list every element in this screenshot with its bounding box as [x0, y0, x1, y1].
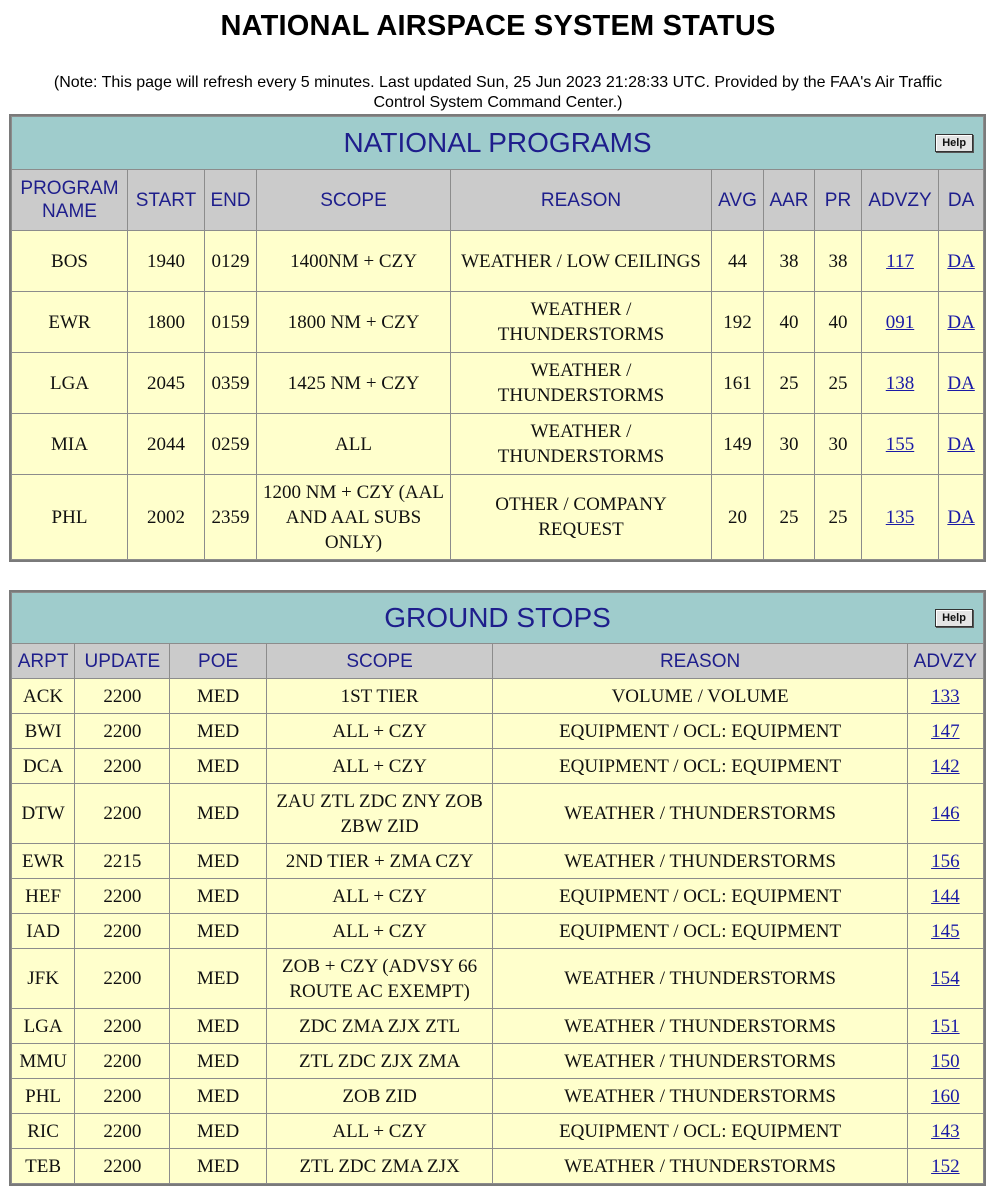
table-row [12, 414, 983, 474]
start-time: 1800 [128, 292, 204, 352]
advzy-link[interactable]: 133 [931, 685, 960, 707]
avg: 20 [712, 475, 763, 559]
start-time: 2002 [128, 475, 204, 559]
pr: 25 [815, 353, 861, 413]
scope: ALL + CZY [267, 1114, 493, 1148]
avg: 44 [712, 231, 763, 291]
column-header-end: END [205, 170, 256, 230]
reason: WEATHER / THUNDERSTORMS [451, 414, 711, 474]
advzy-link[interactable]: 147 [931, 720, 960, 742]
reason: EQUIPMENT / OCL: EQUIPMENT [493, 749, 906, 783]
program-name: MIA [12, 414, 127, 474]
da-link[interactable]: DA [947, 250, 975, 272]
advzy-link[interactable]: 150 [931, 1050, 960, 1072]
update-time: 2200 [75, 784, 169, 843]
column-header-advzy: ADVZY [908, 644, 983, 678]
da-cell [939, 353, 983, 413]
poe: MED [170, 749, 265, 783]
airport: PHL [12, 1079, 74, 1113]
poe: MED [170, 914, 265, 948]
table-row [12, 231, 983, 291]
advzy-link[interactable]: 138 [885, 372, 915, 394]
scope: ALL + CZY [267, 714, 493, 748]
da-link[interactable]: DA [947, 372, 975, 394]
advzy-link[interactable]: 145 [931, 920, 960, 942]
poe: MED [170, 784, 265, 843]
reason: EQUIPMENT / OCL: EQUIPMENT [493, 914, 906, 948]
column-header-da: DA [939, 170, 983, 230]
aar: 38 [764, 231, 814, 291]
advzy-link[interactable]: 143 [931, 1120, 960, 1142]
update-time: 2200 [75, 1149, 169, 1183]
scope: ZTL ZDC ZMA ZJX [267, 1149, 493, 1183]
scope: ALL [257, 414, 450, 474]
end-time: 0159 [205, 292, 256, 352]
program-name: BOS [12, 231, 127, 291]
column-header-aar: AAR [764, 170, 814, 230]
reason: WEATHER / LOW CEILINGS [451, 231, 711, 291]
pr: 40 [815, 292, 861, 352]
column-header-reason: REASON [451, 170, 711, 230]
program-name: PHL [12, 475, 127, 559]
reason: VOLUME / VOLUME [493, 679, 906, 713]
airport: BWI [12, 714, 74, 748]
update-time: 2200 [75, 1044, 169, 1078]
poe: MED [170, 714, 265, 748]
ground-stops-title: GROUND STOPS [384, 602, 611, 633]
update-time: 2200 [75, 714, 169, 748]
da-link[interactable]: DA [947, 506, 975, 528]
da-link[interactable]: DA [947, 311, 975, 333]
national-programs-title: NATIONAL PROGRAMS [343, 127, 652, 158]
table-row [12, 949, 983, 1008]
advzy-cell [908, 1044, 983, 1078]
table-row [12, 749, 983, 783]
column-header-scope: SCOPE [257, 170, 450, 230]
table-row [12, 844, 983, 878]
aar: 40 [764, 292, 814, 352]
scope: ALL + CZY [267, 914, 493, 948]
refresh-note-line1: (Note: This page will refresh every 5 minutes. Last updated Sun, 25 Jun 2023 21:28:33 UTC. Provided by the FAA's Air Traffic [53, 74, 943, 91]
program-name: LGA [12, 353, 127, 413]
reason: OTHER / COMPANY REQUEST [451, 475, 711, 559]
scope: ZTL ZDC ZJX ZMA [267, 1044, 493, 1078]
avg: 161 [712, 353, 763, 413]
advzy-cell [908, 1149, 983, 1183]
scope: 1425 NM + CZY [257, 353, 450, 413]
column-header-poe: POE [170, 644, 265, 678]
start-time: 1940 [128, 231, 204, 291]
advzy-cell [908, 1114, 983, 1148]
poe: MED [170, 949, 265, 1008]
avg: 192 [712, 292, 763, 352]
scope: 2ND TIER + ZMA CZY [267, 844, 493, 878]
advzy-cell [862, 353, 938, 413]
advzy-link[interactable]: 135 [885, 506, 915, 528]
scope: ZOB ZID [267, 1079, 493, 1113]
airport: TEB [12, 1149, 74, 1183]
poe: MED [170, 1079, 265, 1113]
advzy-link[interactable]: 155 [885, 433, 915, 455]
advzy-link[interactable]: 144 [931, 885, 960, 907]
da-link[interactable]: DA [947, 433, 975, 455]
reason: WEATHER / THUNDERSTORMS [451, 292, 711, 352]
column-header-scope: SCOPE [267, 644, 493, 678]
reason: WEATHER / THUNDERSTORMS [493, 784, 906, 843]
advzy-link[interactable]: 146 [931, 803, 960, 824]
advzy-cell [908, 784, 983, 843]
column-header-avg: AVG [712, 170, 763, 230]
airport: IAD [12, 914, 74, 948]
column-header-arpt: ARPT [12, 644, 74, 678]
ground-stops-header-row [12, 644, 983, 678]
da-cell [939, 475, 983, 559]
table-row [12, 879, 983, 913]
poe: MED [170, 679, 265, 713]
aar: 25 [764, 353, 814, 413]
advzy-link[interactable]: 152 [931, 1155, 960, 1177]
scope: ALL + CZY [267, 879, 493, 913]
reason: WEATHER / THUNDERSTORMS [493, 844, 906, 878]
reason: WEATHER / THUNDERSTORMS [451, 353, 711, 413]
scope: ZAU ZTL ZDC ZNY ZOB ZBW ZID [267, 784, 493, 843]
advzy-link[interactable]: 142 [931, 755, 960, 777]
advzy-cell [908, 749, 983, 783]
update-time: 2200 [75, 914, 169, 948]
table-row [12, 1114, 983, 1148]
table-row [12, 1009, 983, 1043]
update-time: 2200 [75, 1079, 169, 1113]
advzy-link[interactable]: 117 [886, 250, 914, 272]
table-row [12, 784, 983, 843]
airport: EWR [12, 844, 74, 878]
update-time: 2200 [75, 749, 169, 783]
airport: DCA [12, 749, 74, 783]
table-row [12, 1044, 983, 1078]
ground-stops-table [9, 590, 986, 1186]
advzy-cell [908, 714, 983, 748]
scope: 1200 NM + CZY (AAL AND AAL SUBS ONLY) [257, 475, 450, 559]
end-time: 0359 [205, 353, 256, 413]
pr: 30 [815, 414, 861, 474]
reason: WEATHER / THUNDERSTORMS [493, 1149, 906, 1183]
scope: 1800 NM + CZY [257, 292, 450, 352]
advzy-cell [908, 879, 983, 913]
advzy-cell [908, 914, 983, 948]
table-row [12, 353, 983, 413]
reason: EQUIPMENT / OCL: EQUIPMENT [493, 879, 906, 913]
update-time: 2200 [75, 679, 169, 713]
poe: MED [170, 1149, 265, 1183]
advzy-cell [908, 1079, 983, 1113]
column-header-reason: REASON [493, 644, 906, 678]
ground-stops-help-button[interactable]: Help [935, 609, 973, 627]
table-row [12, 292, 983, 352]
scope: ZDC ZMA ZJX ZTL [267, 1009, 493, 1043]
start-time: 2045 [128, 353, 204, 413]
column-header-program-name: PROGRAM NAME [12, 170, 127, 230]
ground-stops-banner [12, 593, 983, 643]
table-row [12, 1149, 983, 1183]
update-time: 2215 [75, 844, 169, 878]
advzy-cell [908, 679, 983, 713]
reason: WEATHER / THUNDERSTORMS [493, 1079, 906, 1113]
aar: 25 [764, 475, 814, 559]
airport: RIC [12, 1114, 74, 1148]
airport: ACK [12, 679, 74, 713]
table-row [12, 1079, 983, 1113]
national-programs-header-row [12, 170, 983, 230]
poe: MED [170, 879, 265, 913]
update-time: 2200 [75, 879, 169, 913]
column-header-advzy: ADVZY [862, 170, 938, 230]
page-title: NATIONAL AIRSPACE SYSTEM STATUS [220, 10, 776, 42]
reason: WEATHER / THUNDERSTORMS [493, 1009, 906, 1043]
poe: MED [170, 844, 265, 878]
program-name: EWR [12, 292, 127, 352]
poe: MED [170, 1044, 265, 1078]
table-row [12, 914, 983, 948]
poe: MED [170, 1114, 265, 1148]
update-time: 2200 [75, 949, 169, 1008]
poe: MED [170, 1009, 265, 1043]
airport: HEF [12, 879, 74, 913]
reason: WEATHER / THUNDERSTORMS [493, 949, 906, 1008]
scope: ALL + CZY [267, 749, 493, 783]
advzy-cell [908, 844, 983, 878]
airport: JFK [12, 949, 74, 1008]
end-time: 2359 [205, 475, 256, 559]
airport: MMU [12, 1044, 74, 1078]
advzy-link[interactable]: 156 [931, 850, 960, 872]
avg: 149 [712, 414, 763, 474]
da-cell [939, 292, 983, 352]
pr: 25 [815, 475, 861, 559]
refresh-note [20, 73, 976, 113]
national-programs-help-button[interactable]: Help [935, 134, 973, 152]
table-row [12, 475, 983, 559]
airport: DTW [12, 784, 74, 843]
advzy-cell [908, 949, 983, 1008]
national-programs-banner [12, 117, 983, 169]
reason: EQUIPMENT / OCL: EQUIPMENT [493, 714, 906, 748]
advzy-cell [862, 292, 938, 352]
column-header-start: START [128, 170, 204, 230]
update-time: 2200 [75, 1009, 169, 1043]
end-time: 0259 [205, 414, 256, 474]
advzy-link[interactable]: 091 [885, 311, 915, 333]
advzy-cell [862, 475, 938, 559]
end-time: 0129 [205, 231, 256, 291]
advzy-cell [862, 414, 938, 474]
column-header-update: UPDATE [75, 644, 169, 678]
advzy-link[interactable]: 160 [931, 1085, 960, 1107]
column-header-pr: PR [815, 170, 861, 230]
aar: 30 [764, 414, 814, 474]
da-cell [939, 414, 983, 474]
update-time: 2200 [75, 1114, 169, 1148]
reason: WEATHER / THUNDERSTORMS [493, 1044, 906, 1078]
table-row [12, 714, 983, 748]
scope: ZOB + CZY (ADVSY 66 ROUTE AC EXEMPT) [267, 949, 493, 1008]
da-cell [939, 231, 983, 291]
refresh-note-line2: Control System Command Center.) [373, 94, 623, 111]
advzy-cell [862, 231, 938, 291]
reason: EQUIPMENT / OCL: EQUIPMENT [493, 1114, 906, 1148]
scope: 1400NM + CZY [257, 231, 450, 291]
pr: 38 [815, 231, 861, 291]
start-time: 2044 [128, 414, 204, 474]
advzy-link[interactable]: 154 [931, 968, 960, 989]
advzy-cell [908, 1009, 983, 1043]
scope: 1ST TIER [267, 679, 493, 713]
table-row [12, 679, 983, 713]
airport: LGA [12, 1009, 74, 1043]
advzy-link[interactable]: 151 [931, 1015, 960, 1037]
national-programs-table [9, 114, 986, 562]
